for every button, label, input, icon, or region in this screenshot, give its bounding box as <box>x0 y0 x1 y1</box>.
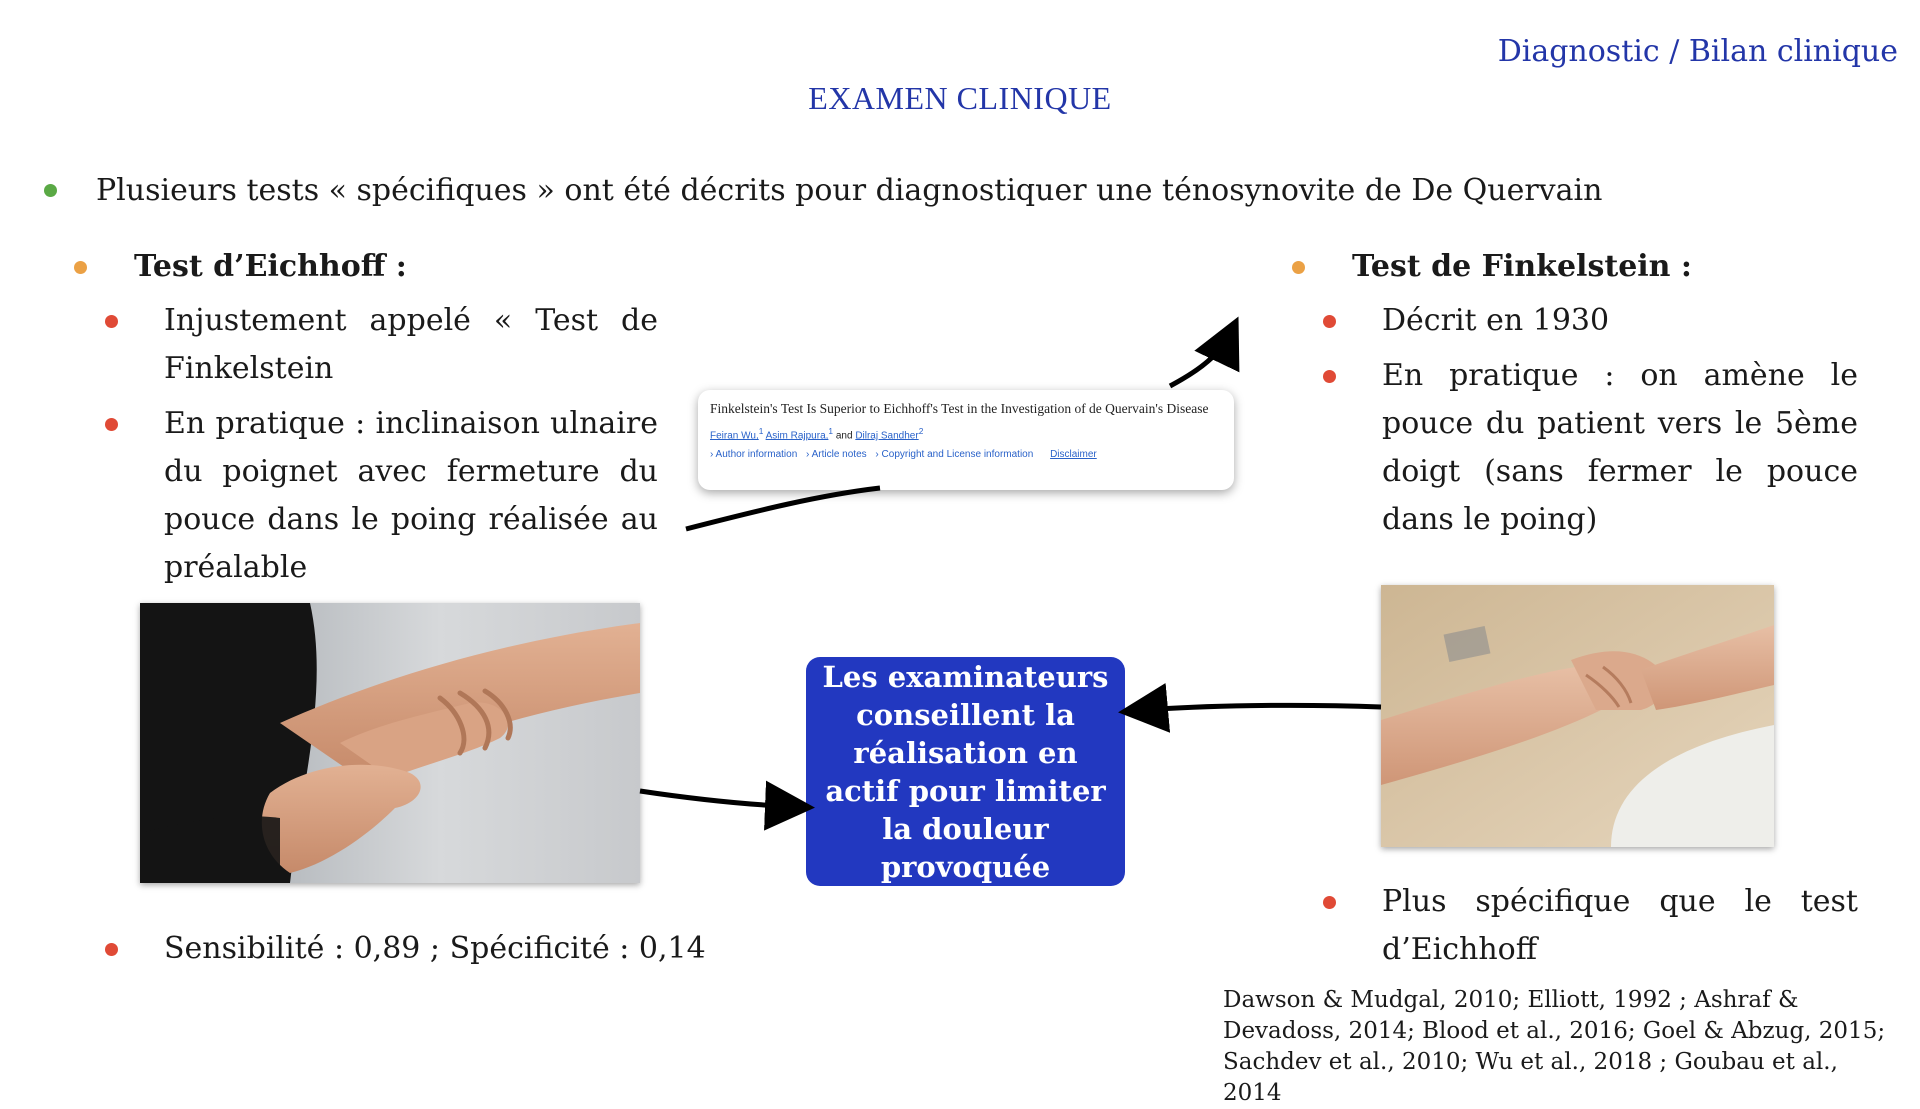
finkelstein-item-1: Décrit en 1930 <box>1382 303 1610 338</box>
author-link[interactable]: Asim Rajpura, <box>765 430 829 442</box>
callout-box: Les examinateurs conseillent la réalisation en actif pour limiter la douleur provoquée <box>806 657 1125 886</box>
finkelstein-heading: Test de Finkelstein : <box>1352 249 1693 284</box>
copyright-link[interactable]: › Copyright and License information <box>875 449 1034 461</box>
finkelstein-item-2: En pratique : on amène le pouce du patient vers le 5ème doigt (sans fermer le pouce dans le poing) <box>1382 358 1858 537</box>
eichhoff-heading: Test d’Eichhoff : <box>134 249 407 284</box>
arrow-right-photo-to-callout <box>1133 705 1381 711</box>
arrow-left-photo-to-callout <box>640 791 800 807</box>
article-notes-link[interactable]: › Article notes <box>806 449 867 461</box>
author-link[interactable]: Dilraj Sandher <box>855 430 919 442</box>
arrow-to-paper <box>686 330 1232 529</box>
references: Dawson & Mudgal, 2010; Elliott, 1992 ; Ashraf & Devadoss, 2014; Blood et al., 2016; Goel & Abzug, 2015; Sachdev et al., 2010; Wu et al., 2018 ; Goubau et al., 2014 <box>1223 987 1886 1106</box>
eichhoff-stats: Sensibilité : 0,89 ; Spécificité : 0,14 <box>164 931 706 966</box>
page-title: EXAMEN CLINIQUE <box>808 80 1112 116</box>
author-separator: and <box>835 430 853 442</box>
eichhoff-item-1: Injustement appelé « Test de Finkelstein <box>164 303 658 386</box>
author-information-link[interactable]: › Author information <box>710 449 798 461</box>
disclaimer-link[interactable]: Disclaimer <box>1050 449 1097 461</box>
eichhoff-item-2: En pratique : inclinaison ulnaire du poignet avec fermeture du pouce dans le poing réalisée au préalable <box>164 406 658 585</box>
paper-title: Finkelstein's Test Is Superior to Eichhoff's Test in the Investigation of de Quervain's Disease <box>710 401 1209 416</box>
intro-text: Plusieurs tests « spécifiques » ont été décrits pour diagnostiquer une ténosynovite de De Quervain <box>96 173 1603 208</box>
paper-authors: Feiran Wu,$^1$ Asim Rajpura,$^1$ and Dilraj Sandher$^2$ <box>710 426 924 442</box>
finkelstein-item-3: Plus spécifique que le test d’Eichhoff <box>1382 884 1858 967</box>
section-label: Diagnostic / Bilan clinique <box>1497 34 1898 69</box>
author-link[interactable]: Feiran Wu, <box>710 430 759 442</box>
